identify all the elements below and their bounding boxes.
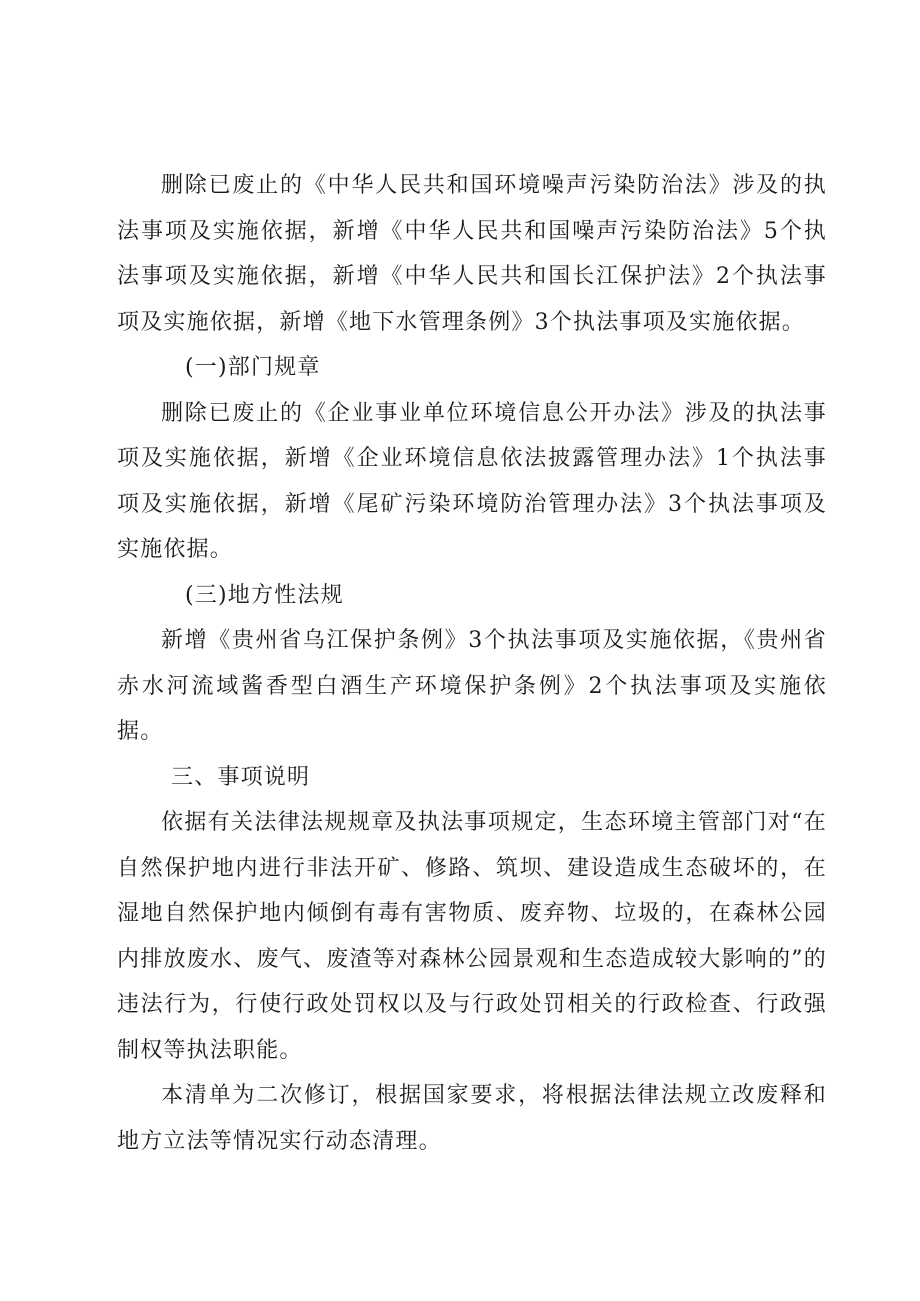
paragraph-local-regulations: 新增《贵州省乌江保护条例》3个执法事项及实施依据，《贵州省赤水河流域酱香型白酒生产环境保护条例》2个执法事项及实施依据。 [117,628,827,744]
section-heading-department-rules: (一)部门规章 [185,355,321,380]
paragraph-department-rules: 删除已废止的《企业事业单位环境信息公开办法》涉及的执法事项及实施依据，新增《企业环境信息依法披露管理办法》1个执法事项及实施依据，新增《尾矿污染环境防治管理办法》3个执法事项及实施依据。 [117,400,827,562]
section-heading-local-regulations: (三)地方性法规 [185,582,344,608]
paragraph-item-notes: 依据有关法律法规规章及执法事项规定，生态环境主管部门对“在自然保护地内进行非法开矿、修路、筑坝、建设造成生态破坏的，在湿地自然保护地内倾倒有毒有害物质、废弃物、垃圾的，在森林公园内排放废水、废气、废渣等对森林公园景观和生态造成较大影响的”的违法行为，行使行政处罚权以及与行政处罚相关的行政检查、行政强制权等执法职能。 [117,810,827,1063]
paragraph-deleted-noise-law: 删除已废止的《中华人民共和国环境噪声污染防治法》涉及的执法事项及实施依据，新增《中华人民共和国噪声污染防治法》5个执法事项及实施依据，新增《中华人民共和国长江保护法》2个执法事项及实施依据，新增《地下水管理条例》3个执法事项及实施依据。 [117,173,827,335]
section-heading-item-notes: 三、事项说明 [171,764,311,790]
document-body [117,163,827,1164]
paragraph-revision-note: 本清单为二次修订，根据国家要求，将根据法律法规立改废释和地方立法等情况实行动态清理。 [117,1083,827,1154]
